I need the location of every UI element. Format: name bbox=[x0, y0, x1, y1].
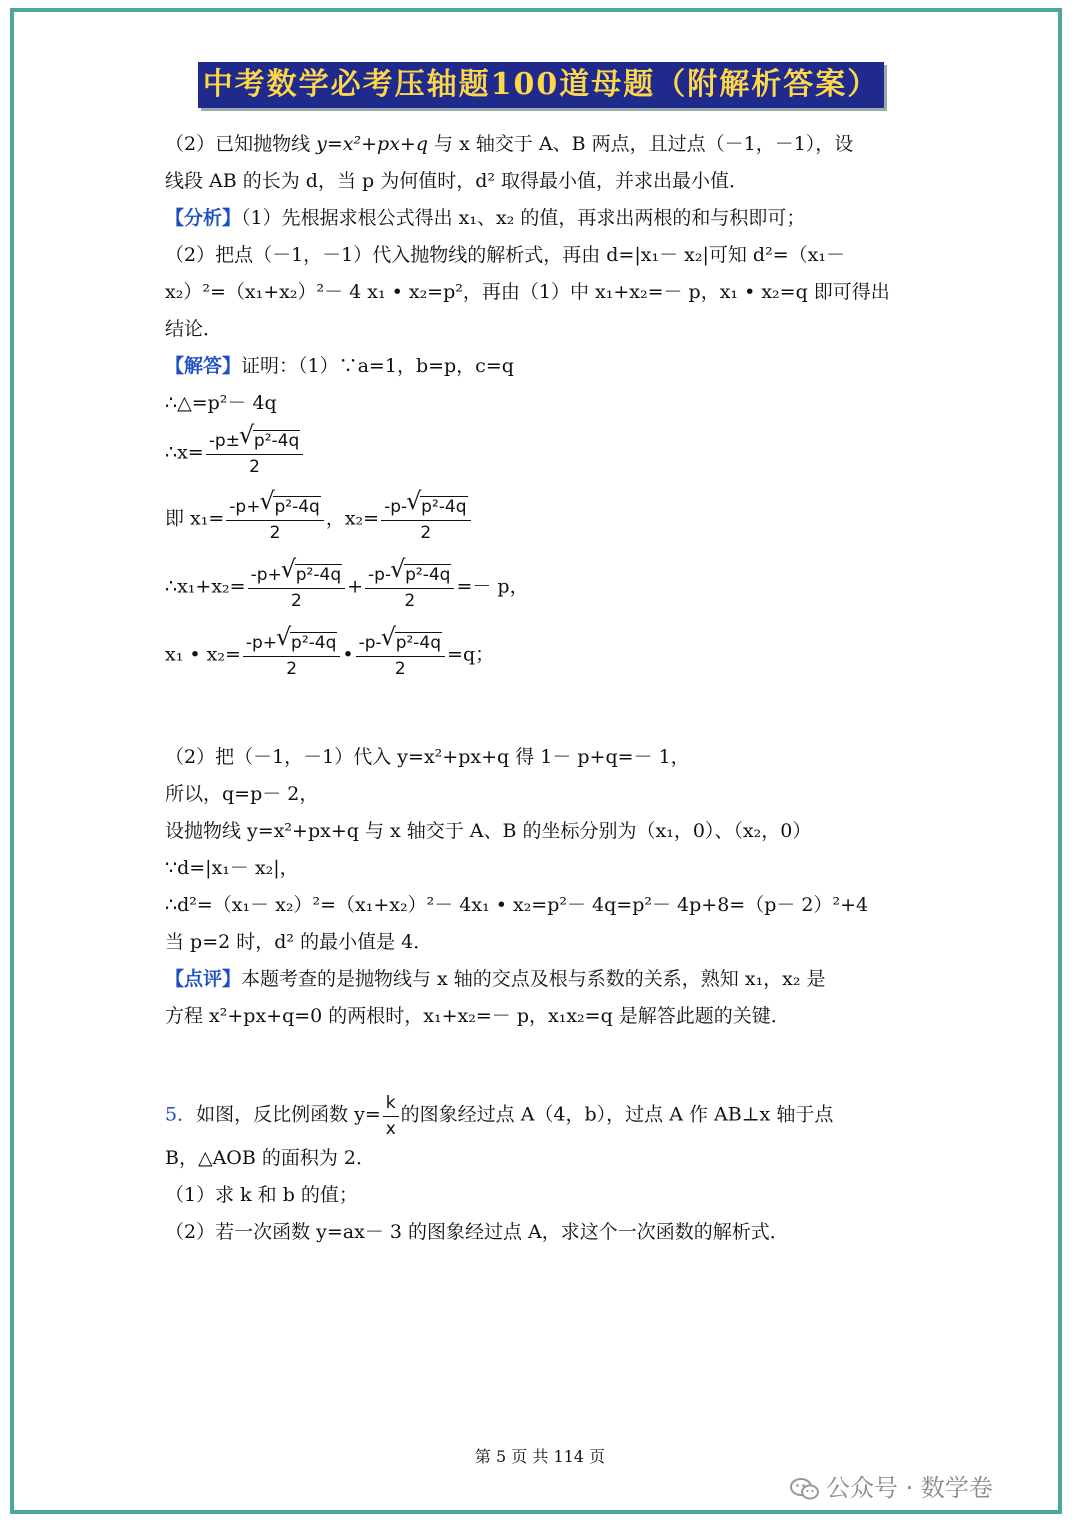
q2-equation: y=x²+px+q bbox=[316, 133, 429, 155]
numerator-lead: -p- bbox=[368, 565, 392, 585]
fraction-denominator: 2 bbox=[286, 659, 298, 679]
fraction-numerator: k bbox=[383, 1090, 399, 1117]
fraction-x1 bbox=[226, 494, 324, 545]
fraction-denominator: 2 bbox=[290, 591, 302, 611]
fraction-sum-2 bbox=[365, 562, 454, 613]
numerator-lead: -p+ bbox=[245, 633, 278, 653]
q5-text-a: 如图，反比例函数 bbox=[196, 1103, 355, 1126]
radicand: p²-4q bbox=[405, 565, 451, 585]
dot-sign: • bbox=[342, 643, 354, 666]
fraction-denominator: 2 bbox=[404, 591, 416, 611]
analysis-text-1: （1）先根据求根公式得出 x₁、x₂ 的值，再求出两根的和与积即可； bbox=[241, 207, 806, 229]
sqrt-symbol bbox=[382, 630, 442, 656]
sqrt-symbol bbox=[391, 562, 451, 588]
fraction-numerator bbox=[365, 562, 454, 589]
radicand: p²-4q bbox=[395, 633, 442, 653]
sum-prefix: ∴x₁+x₂= bbox=[165, 575, 246, 598]
comment-text-1: 本题考查的是抛物线与 x 轴的交点及根与系数的关系，熟知 x₁，x₂ 是 bbox=[241, 968, 826, 990]
solution-p2-line-6: 当 p=2 时，d² 的最小值是 4． bbox=[165, 931, 433, 953]
numerator-lead: -p- bbox=[384, 497, 408, 517]
q2-line-1 bbox=[165, 131, 853, 157]
q5-number: 5． bbox=[165, 1103, 197, 1126]
sum-result: =－ p， bbox=[456, 575, 529, 598]
solution-p2-line-5: ∴d²=（x₁－ x₂）²=（x₁+x₂）²－ 4x₁ • x₂=p²－ 4q=p²－ 4p+8=（p－ 2）²+4 bbox=[165, 894, 869, 916]
fraction-k-over-x bbox=[383, 1090, 399, 1141]
q5-line-1 bbox=[165, 1090, 833, 1141]
root-prefix: ∴x= bbox=[165, 441, 204, 464]
analysis-line-1 bbox=[165, 205, 805, 231]
fraction-denominator: 2 bbox=[394, 659, 406, 679]
comment-tag: 【点评】 bbox=[165, 968, 242, 990]
radicand: p²-4q bbox=[291, 633, 337, 653]
page-footer: 第 5 页 共 114 页 bbox=[474, 1447, 606, 1466]
q5-y: y= bbox=[354, 1103, 381, 1126]
q5-text-b: 的图象经过点 A（4，b），过点 A 作 AB⊥x 轴于点 bbox=[400, 1103, 834, 1126]
q5-line-2: B，△AOB 的面积为 2． bbox=[165, 1147, 376, 1169]
analysis-line-2: （2）把点（－1，－1）代入抛物线的解析式，再由 d=|x₁－ x₂|可知 d²=（x₁－ bbox=[165, 244, 845, 266]
fraction-prod-1 bbox=[243, 630, 341, 681]
radicand: p²-4q bbox=[253, 431, 300, 451]
title-banner: 中考数学必考压轴题100道母题（附解析答案） bbox=[198, 62, 884, 108]
radicand: p²-4q bbox=[421, 497, 467, 517]
numerator-lead: -p± bbox=[208, 431, 240, 451]
solution-p2-line-1: （2）把（－1，－1）代入 y=x²+px+q 得 1－ p+q=－ 1， bbox=[165, 746, 690, 768]
analysis-tag: 【分析】 bbox=[165, 207, 242, 229]
root-formula bbox=[165, 428, 305, 479]
watermark bbox=[790, 1468, 993, 1503]
sum-line bbox=[165, 562, 529, 613]
fraction-denominator: 2 bbox=[420, 523, 432, 543]
numerator-lead: -p- bbox=[358, 633, 382, 653]
solution-line-2: ∴△=p²－ 4q bbox=[165, 392, 277, 414]
sqrt-symbol bbox=[282, 562, 342, 588]
solution-p2-line-3: 设抛物线 y=x²+px+q 与 x 轴交于 A、B 的坐标分别为（x₁，0）、（x₂，0） bbox=[165, 820, 812, 842]
radicand: p²-4q bbox=[274, 497, 320, 517]
sqrt-symbol bbox=[240, 428, 300, 454]
fraction-numerator bbox=[381, 494, 470, 521]
fraction-numerator bbox=[248, 562, 346, 589]
q2-line-2: 线段 AB 的长为 d，当 p 为何值时，d² 取得最小值，并求出最小值． bbox=[165, 170, 749, 192]
q5-line-3: （1）求 k 和 b 的值； bbox=[165, 1184, 358, 1206]
solution-line-1 bbox=[165, 353, 514, 379]
q2-text-a: （2）已知抛物线 bbox=[165, 133, 317, 155]
plus-sign: + bbox=[347, 575, 364, 598]
numerator-lead: -p+ bbox=[250, 565, 282, 585]
sqrt-symbol bbox=[260, 494, 320, 520]
fraction-sum-1 bbox=[248, 562, 346, 613]
fraction-root bbox=[206, 428, 304, 479]
q5-line-4: （2）若一次函数 y=ax－ 3 的图象经过点 A，求这个一次函数的解析式． bbox=[165, 1221, 789, 1243]
fraction-denominator: x bbox=[385, 1119, 396, 1139]
product-line bbox=[165, 630, 494, 681]
fraction-prod-2 bbox=[356, 630, 445, 681]
solution-text-1: 证明：（1）∵a=1，b=p，c=q bbox=[241, 355, 514, 377]
comment-line-1 bbox=[165, 966, 826, 992]
watermark-text: 公众号 · 数学卷 bbox=[826, 1474, 993, 1502]
ji-prefix: 即 x₁= bbox=[165, 507, 225, 530]
wechat-icon bbox=[790, 1478, 820, 1500]
product-prefix: x₁ • x₂= bbox=[165, 643, 241, 666]
fraction-numerator bbox=[206, 428, 304, 455]
fraction-denominator: 2 bbox=[249, 457, 260, 477]
analysis-line-3: x₂）²=（x₁+x₂）²－ 4 x₁ • x₂=p²，再由（1）中 x₁+x₂=－ p，x₁ • x₂=q 即可得出 bbox=[165, 281, 890, 303]
radicand: p²-4q bbox=[295, 565, 342, 585]
fraction-numerator bbox=[356, 630, 445, 657]
sqrt-symbol bbox=[277, 630, 337, 656]
q2-text-b: 与 x 轴交于 A、B 两点，且过点（－1，－1），设 bbox=[428, 133, 854, 155]
numerator-lead: -p+ bbox=[229, 497, 261, 517]
solution-p2-line-4: ∵d=|x₁－ x₂|， bbox=[165, 857, 299, 879]
comment-line-2: 方程 x²+px+q=0 的两根时，x₁+x₂=－ p，x₁x₂=q 是解答此题的关键． bbox=[165, 1005, 790, 1027]
x2-prefix: ，x₂= bbox=[325, 507, 380, 530]
product-result: =q； bbox=[447, 643, 495, 666]
fraction-denominator: 2 bbox=[269, 523, 281, 543]
solution-tag: 【解答】 bbox=[165, 355, 242, 377]
sqrt-symbol bbox=[407, 494, 467, 520]
fraction-numerator bbox=[243, 630, 341, 657]
solution-p2-line-2: 所以，q=p－ 2， bbox=[165, 783, 319, 805]
roots-line bbox=[165, 494, 473, 545]
fraction-numerator bbox=[226, 494, 324, 521]
fraction-x2 bbox=[381, 494, 470, 545]
analysis-line-4: 结论． bbox=[165, 318, 223, 340]
